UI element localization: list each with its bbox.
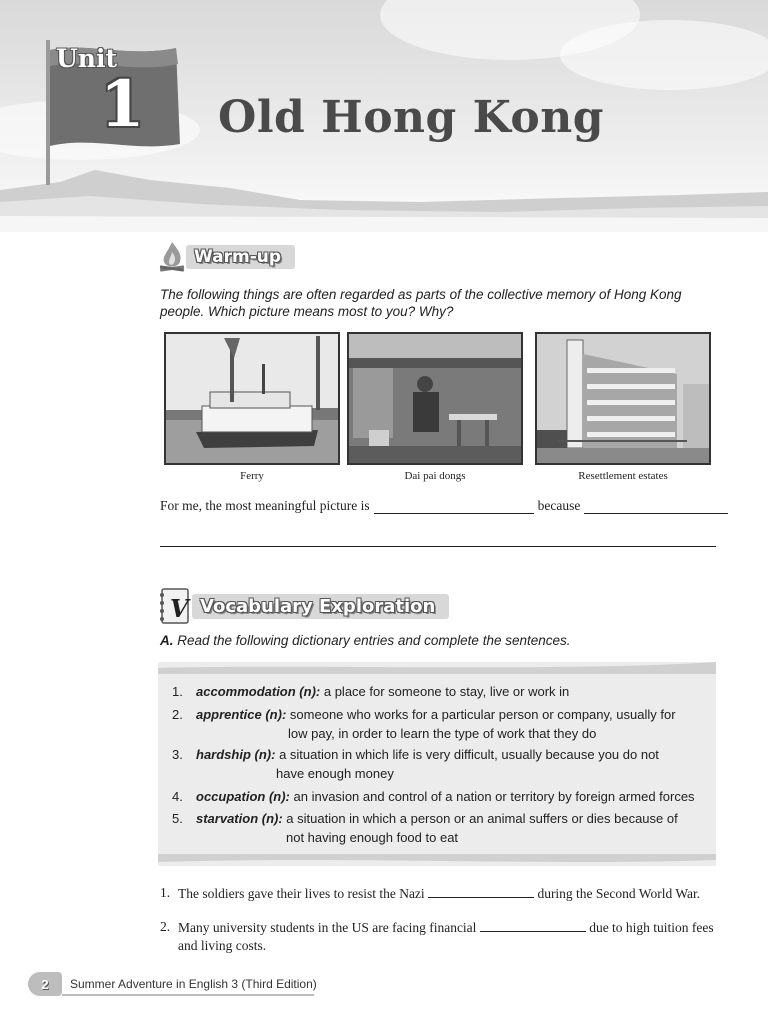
entry-number: 3. — [172, 747, 183, 762]
question-text: Many university students in the US are facing financial — [178, 920, 477, 935]
unit-label: Unit — [56, 44, 118, 73]
warmup-heading — [158, 240, 295, 274]
entry-definition: a place for someone to stay, live or work in — [323, 684, 570, 699]
question-text-after: due to high tuition fees — [589, 920, 714, 935]
vocabulary-heading — [158, 587, 449, 625]
answer-blank[interactable] — [428, 884, 534, 898]
question — [160, 884, 716, 903]
mountain-silhouette — [0, 140, 768, 232]
entry-word: starvation (n): — [196, 811, 283, 826]
question-number: 1. — [160, 885, 171, 900]
warmup-sentence — [160, 498, 728, 514]
entry-number: 2. — [172, 707, 183, 722]
vocabulary-instruction — [160, 632, 716, 649]
meaningful-picture-blank[interactable] — [374, 500, 534, 514]
warmup-instruction: The following things are often regarded as parts of the collective memory of Hong Kong people. Which picture means most to you? Why? — [160, 287, 682, 319]
warmup-heading-text: Warm-up — [186, 245, 295, 269]
photo-caption: Resettlement estates — [578, 470, 668, 482]
entry-number: 1. — [172, 684, 183, 699]
dictionary-entry — [172, 745, 702, 783]
page-number: 2 — [28, 972, 62, 996]
entry-definition-cont: have enough money — [276, 766, 394, 781]
vocab-heading-letter: V — [170, 594, 189, 623]
dictionary-entries-box — [158, 662, 716, 866]
entry-definition: a situation in which life is very difficult, usually because you do not — [279, 747, 659, 762]
photo-caption: Dai pai dongs — [404, 470, 466, 482]
dictionary-entry — [172, 809, 702, 847]
entry-definition: a situation in which a person or an animal suffers or dies because of — [286, 811, 678, 826]
dai-pai-dong-photo — [347, 332, 523, 465]
resettlement-estate-photo — [535, 332, 711, 465]
unit-number: 1 — [100, 67, 145, 142]
box-stripe — [158, 854, 716, 866]
dictionary-entry — [172, 705, 702, 743]
header-banner — [0, 0, 768, 232]
reason-blank[interactable] — [584, 500, 728, 514]
question-number: 2. — [160, 919, 171, 934]
question-text-cont: and living costs. — [178, 938, 267, 953]
entry-definition: someone who works for a particular person or company, usually for — [289, 707, 676, 722]
ferry-photo — [164, 332, 340, 465]
entry-definition: an invasion and control of a nation or territory by foreign armed forces — [293, 789, 695, 804]
sentence-prefix: For me, the most meaningful picture is — [160, 498, 370, 513]
sentence-middle: because — [537, 498, 581, 513]
vocabulary-heading-text: Vocabulary Exploration — [192, 594, 449, 619]
part-label: A. — [160, 633, 174, 648]
notebook-v-icon — [158, 587, 192, 625]
entry-definition-cont: not having enough food to eat — [286, 830, 459, 845]
instruction-text: Read the following dictionary entries and complete the sentences. — [177, 633, 571, 648]
box-stripe — [158, 662, 716, 674]
cloud-decoration — [560, 20, 768, 90]
book-title: Summer Adventure in English 3 (Third Edition) — [70, 977, 317, 991]
question — [160, 918, 716, 955]
entry-word: occupation (n): — [196, 789, 290, 804]
entry-word: accommodation (n): — [196, 684, 321, 699]
campfire-icon — [158, 240, 186, 274]
entry-number: 4. — [172, 789, 183, 804]
page-title: Old Hong Kong — [218, 92, 604, 143]
entry-word: apprentice (n): — [196, 707, 287, 722]
footer-rule — [62, 994, 314, 996]
dictionary-entry — [172, 682, 702, 701]
question-text-after: during the Second World War. — [537, 886, 701, 901]
question-text: The soldiers gave their lives to resist the Nazi — [178, 886, 425, 901]
entry-number: 5. — [172, 811, 183, 826]
photo-caption: Ferry — [240, 470, 264, 482]
dictionary-entry — [172, 787, 702, 806]
entry-word: hardship (n): — [196, 747, 276, 762]
reason-answer-line[interactable] — [160, 546, 716, 547]
entry-definition-cont: low pay, in order to learn the type of work that they do — [288, 726, 597, 741]
page-footer — [28, 972, 317, 996]
answer-blank[interactable] — [480, 918, 586, 932]
